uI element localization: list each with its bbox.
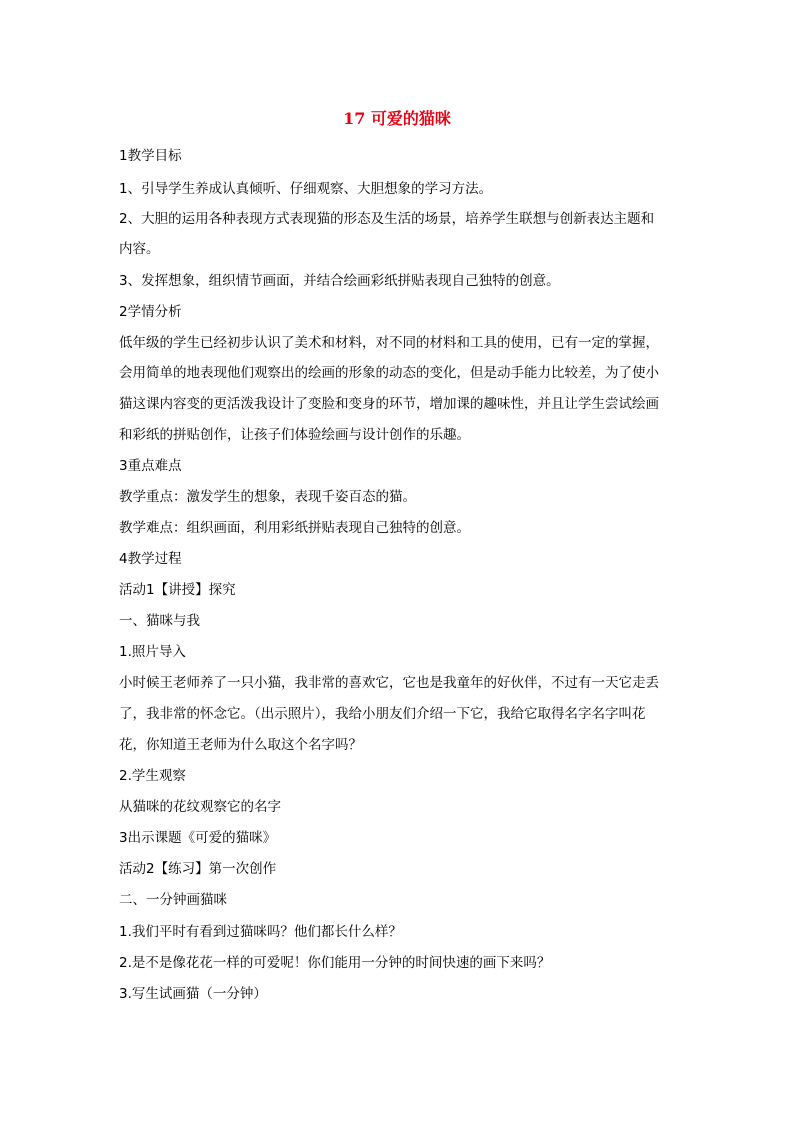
subsection-heading: 二、一分钟画猫咪	[119, 892, 227, 908]
section-heading-objectives: 1教学目标	[119, 148, 182, 164]
list-item: 1.照片导入	[119, 644, 186, 660]
paragraph-line: 内容。	[119, 241, 160, 257]
paragraph-line: 2、大胆的运用各种表现方式表现猫的形态及生活的场景，培养学生联想与创新表达主题和	[119, 211, 655, 227]
section-heading-process: 4教学过程	[119, 551, 182, 567]
section-heading-analysis: 2学情分析	[119, 304, 182, 320]
list-item: 2.学生观察	[119, 768, 186, 784]
subsection-heading: 一、猫咪与我	[119, 613, 200, 629]
paragraph-line: 猫这课内容变的更活泼我设计了变脸和变身的环节，增加课的趣味性，并且让学生尝试绘画	[119, 396, 659, 412]
list-item: 2.是不是像花花一样的可爱呢！你们能用一分钟的时间快速的画下来吗？	[119, 955, 551, 971]
paragraph-line: 花，你知道王老师为什么取这个名字吗？	[119, 737, 362, 753]
list-item: 3.写生试画猫（一分钟）	[119, 986, 267, 1002]
document-title: 17 可爱的猫咪	[343, 109, 451, 128]
paragraph-line: 会用简单的地表现他们观察出的绘画的形象的动态的变化，但是动手能力比较差，为了使小	[119, 365, 659, 381]
list-item: 3出示课题《可爱的猫咪》	[119, 830, 277, 846]
section-heading-key-points: 3重点难点	[119, 458, 182, 474]
paragraph-line: 教学难点：组织画面，利用彩纸拼贴表现自己独特的创意。	[119, 520, 470, 536]
paragraph-line: 和彩纸的拼贴创作，让孩子们体验绘画与设计创作的乐趣。	[119, 427, 470, 443]
paragraph-line: 1、引导学生养成认真倾听、仔细观察、大胆想象的学习方法。	[119, 181, 493, 197]
activity-heading: 活动2【练习】第一次创作	[119, 861, 277, 877]
paragraph-line: 小时候王老师养了一只小猫，我非常的喜欢它，它也是我童年的好伙伴，不过有一天它走丢	[119, 675, 659, 691]
paragraph-line: 从猫咪的花纹观察它的名字	[119, 799, 281, 815]
paragraph-line: 教学重点：激发学生的想象，表现千姿百态的猫。	[119, 489, 416, 505]
paragraph-line: 了，我非常的怀念它。（出示照片），我给小朋友们介绍一下它，我给它取得名字名字叫花	[119, 706, 646, 722]
activity-heading: 活动1【讲授】探究	[119, 582, 236, 598]
paragraph-line: 3、发挥想象，组织情节画面，并结合绘画彩纸拼贴表现自己独特的创意。	[119, 273, 560, 289]
paragraph-line: 低年级的学生已经初步认识了美术和材料，对不同的材料和工具的使用，已有一定的掌握，	[119, 335, 659, 351]
list-item: 1.我们平时有看到过猫咪吗？他们都长什么样？	[119, 924, 402, 940]
